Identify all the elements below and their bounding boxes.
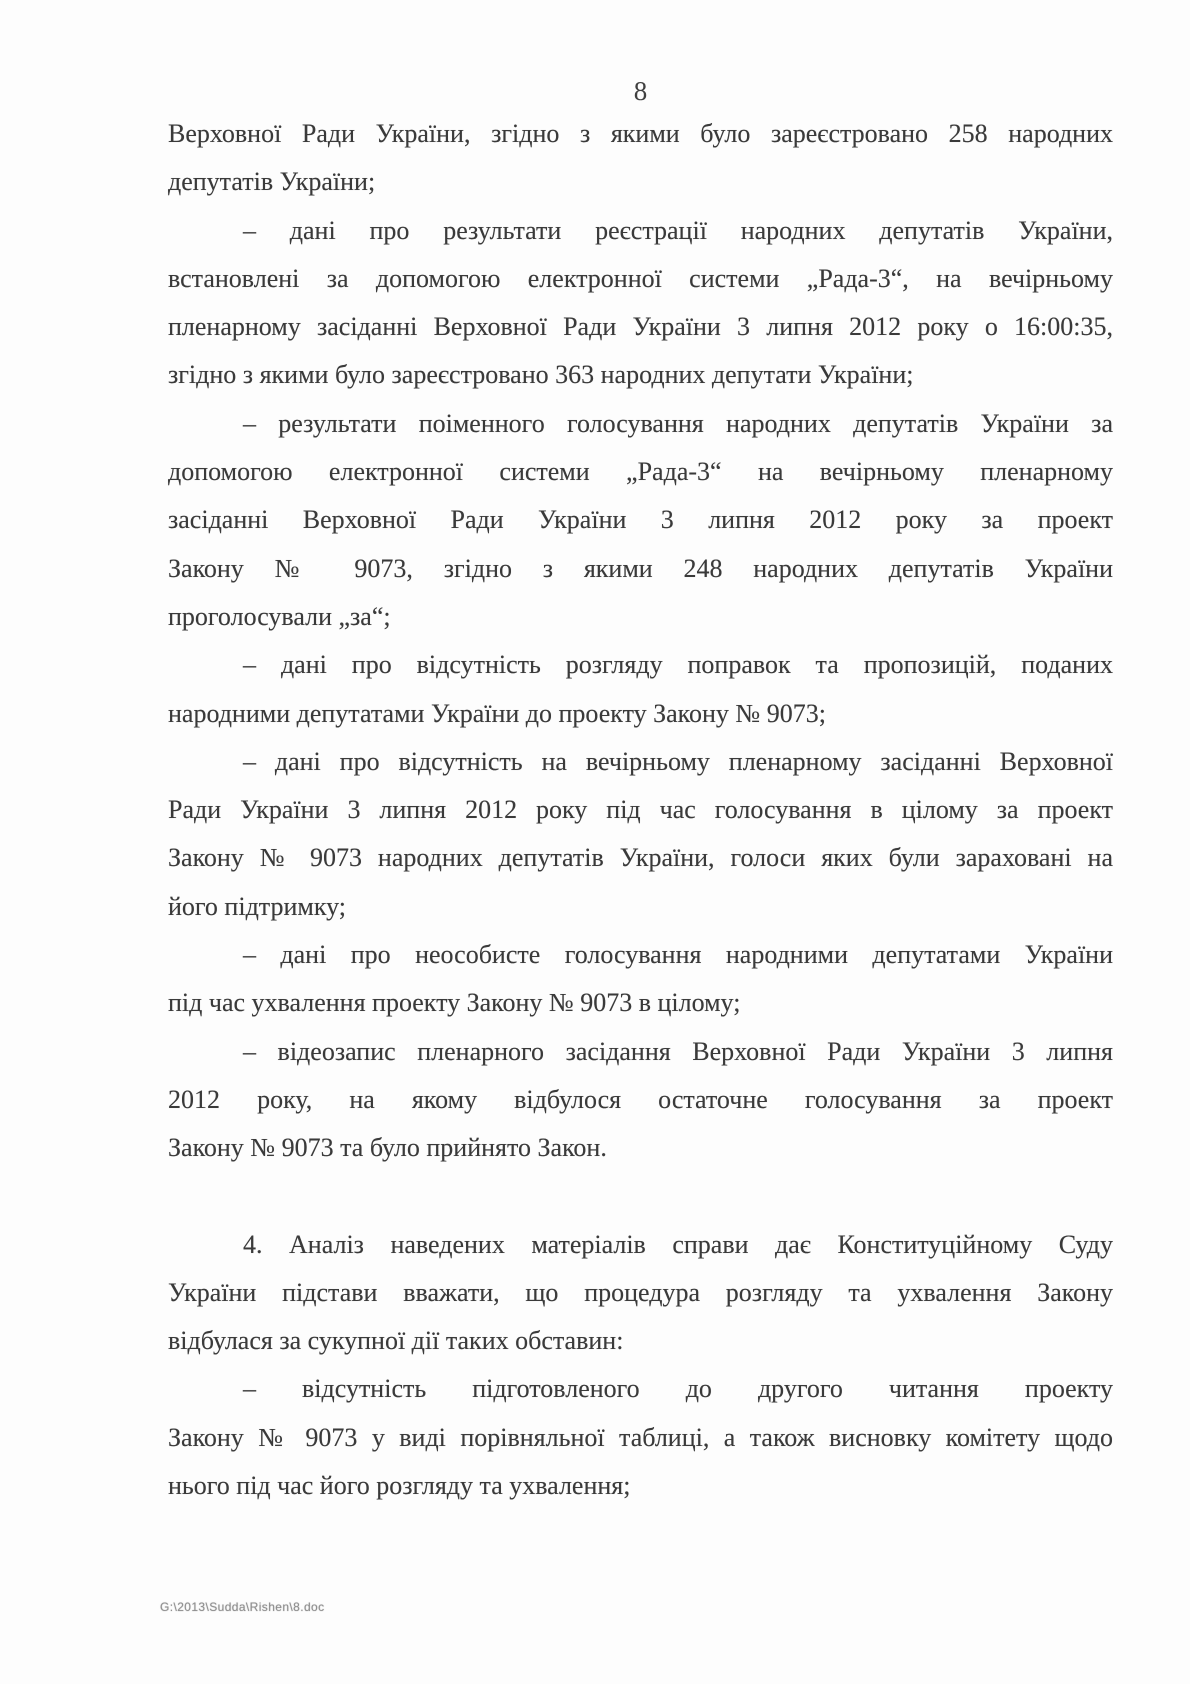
paragraph	[168, 1028, 1113, 1173]
text-line: 4. Аналіз наведених матеріалів справи дає Конституційному Суду	[243, 1229, 1113, 1259]
text-line: народними депутатами України до проекту Закону № 9073;	[168, 698, 826, 728]
document-body	[168, 110, 1113, 1510]
paragraph	[168, 641, 1113, 738]
text-line: України підстави вважати, що процедура розгляду та ухвалення Закону	[168, 1277, 1113, 1307]
text-line: – дані про відсутність на вечірньому пленарному засіданні Верховної	[243, 746, 1113, 776]
text-line: – відеозапис пленарного засідання Верховної Ради України 3 липня	[243, 1036, 1113, 1066]
text-line: засіданні Верховної Ради України 3 липня 2012 року за проект	[168, 505, 1113, 535]
paragraph	[168, 1221, 1113, 1366]
footer-file-path: G:\2013\Sudda\Rishen\8.doc	[160, 1600, 325, 1614]
text-line: Верховної Ради України, згідно з якими було зареєстровано 258 народних	[168, 119, 1113, 148]
text-line: – дані про результати реєстрації народних депутатів України,	[243, 215, 1113, 245]
paragraph	[168, 110, 1113, 207]
text-line: пленарному засіданні Верховної Ради України 3 липня 2012 року о 16:00:35,	[168, 312, 1113, 342]
text-line: допомогою електронної системи „Рада-3“ на вечірньому пленарному	[168, 457, 1113, 487]
text-line: Закону № 9073 у виді порівняльної таблиці, а також висновку комітету щодо	[168, 1422, 1113, 1452]
paragraph	[168, 400, 1113, 641]
text-line: Закону № 9073 народних депутатів України, голоси яких були зараховані на	[168, 843, 1113, 873]
text-line: – дані про неособисте голосування народними депутатами України	[243, 940, 1113, 970]
text-line: – дані про відсутність розгляду поправок та пропозицій, поданих	[243, 650, 1113, 680]
text-line: відбулася за сукупної дії таких обставин:	[168, 1326, 624, 1356]
text-line: – результати поіменного голосування народних депутатів України за	[243, 408, 1113, 438]
text-line: Закону № 9073 та було прийнято Закон.	[168, 1133, 607, 1163]
text-line: встановлені за допомогою електронної системи „Рада-3“, на вечірньому	[168, 263, 1113, 293]
page-number: 8	[633, 76, 648, 106]
text-line: нього під час його розгляду та ухвалення;	[168, 1471, 631, 1501]
text-line: під час ухвалення проекту Закону № 9073 в цілому;	[168, 988, 741, 1018]
text-line: проголосували „за“;	[168, 601, 391, 631]
text-line: згідно з якими було зареєстровано 363 народних депутати України;	[168, 360, 914, 390]
paragraph	[168, 738, 1113, 931]
text-line: його підтримку;	[168, 891, 346, 921]
text-line: 2012 року, на якому відбулося остаточне голосування за проект	[168, 1084, 1113, 1114]
text-line: депутатів України;	[168, 167, 376, 197]
paragraph	[168, 1365, 1113, 1510]
text-line: – відсутність підготовленого до другого читання проекту	[243, 1374, 1113, 1404]
text-line: Ради України 3 липня 2012 року під час голосування в цілому за проект	[168, 795, 1113, 825]
paragraph	[168, 207, 1113, 400]
paragraph	[168, 931, 1113, 1028]
text-line: Закону № 9073, згідно з якими 248 народних депутатів України	[168, 553, 1113, 583]
